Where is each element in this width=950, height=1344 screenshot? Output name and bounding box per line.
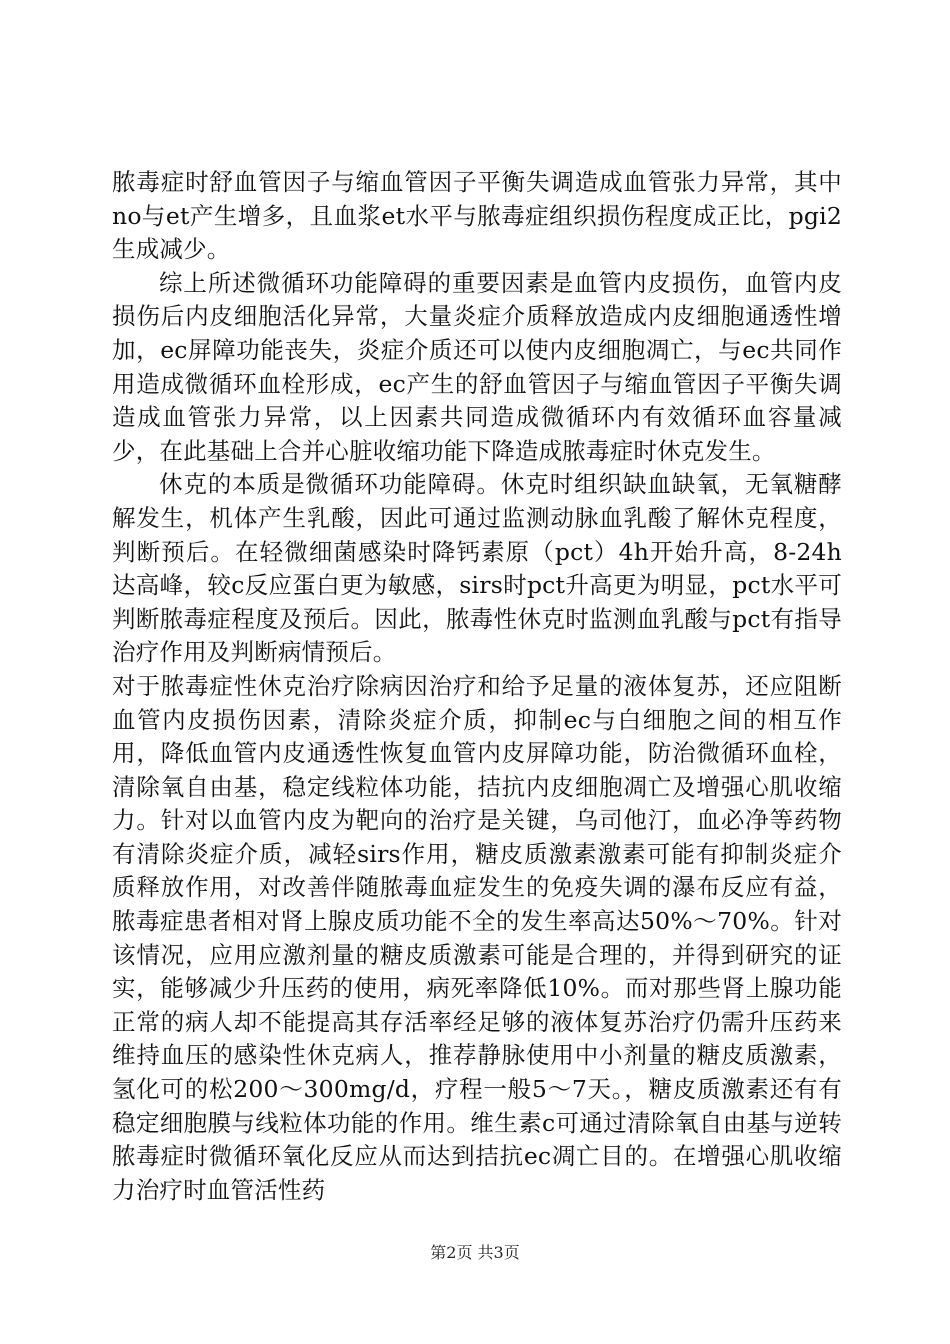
paragraph-vascular-tone: 脓毒症时舒血管因子与缩血管因子平衡失调造成血管张力异常，其中no与et产生增多，且血浆et水平与脓毒症组织损伤程度成正比，pgi2生成减少。 — [112, 168, 842, 264]
page-number-label: 第2页 共3页 — [430, 1243, 520, 1262]
page-footer — [0, 1243, 950, 1263]
paragraph-septic-shock-treatment: 对于脓毒症性休克治疗除病因治疗和给予足量的液体复苏，还应阻断血管内皮损伤因素，清除炎症介质，抑制ec与白细胞之间的相互作用，降低血管内皮通透性恢复血管内皮屏障功能，防治微循环血栓，清除氧自由基，稳定线粒体功能，拮抗内皮细胞凋亡及增强心肌收缩力。针对以血管内皮为靶向的治疗是关键，乌司他汀，血必净等药物有清除炎症介质，减轻sirs作用，糖皮质激素激素可能有抑制炎症介质释放作用，对改善伴随脓毒血症发生的免疫失调的瀑布反应有益，脓毒症患者相对肾上腺皮质功能不全的发生率高达50%～70%。针对该情况，应用应激剂量的糖皮质激素可能是合理的，并得到研究的证实，能够减少升压药的使用，病死率降低10%。而对那些肾上腺功能正常的病人却不能提高其存活率经足够的液体复苏治疗仍需升压药来维持血压的感染性休克病人，推荐静脉使用中小剂量的糖皮质激素，氢化可的松200～300mg/d，疗程一般5～7天。，糖皮质激素还有有稳定细胞膜与线粒体功能的作用。维生素c可通过清除氧自由基与逆转脓毒症时微循环氧化反应从而达到拮抗ec凋亡目的。在增强心肌收缩力治疗时血管活性药 — [112, 671, 842, 1204]
paragraph-shock-nature: 休克的本质是微循环功能障碍。休克时组织缺血缺氧，无氧糖酵解发生，机体产生乳酸，因此可通过监测动脉血乳酸了解休克程度，判断预后。在轻微细菌感染时降钙素原（pct）4h开始升高，8-24h达高峰，较c反应蛋白更为敏感，sirs时pct升高更为明显，pct水平可判断脓毒症程度及预后。因此，脓毒性休克时监测血乳酸与pct有指导治疗作用及判断病情预后。 — [112, 470, 842, 667]
paragraph-summary-endothelial-injury: 综上所述微循环功能障碍的重要因素是血管内皮损伤，血管内皮损伤后内皮细胞活化异常，大量炎症介质释放造成内皮细胞通透性增加，ec屏障功能丧失，炎症介质还可以使内皮细胞凋亡，与ec共同作用造成微循环血栓形成，ec产生的舒血管因子与缩血管因子平衡失调造成血管张力异常，以上因素共同造成微循环内有效循环血容量减少，在此基础上合并心脏收缩功能下降造成脓毒症时休克发生。 — [112, 268, 842, 465]
document-body — [112, 166, 842, 1207]
